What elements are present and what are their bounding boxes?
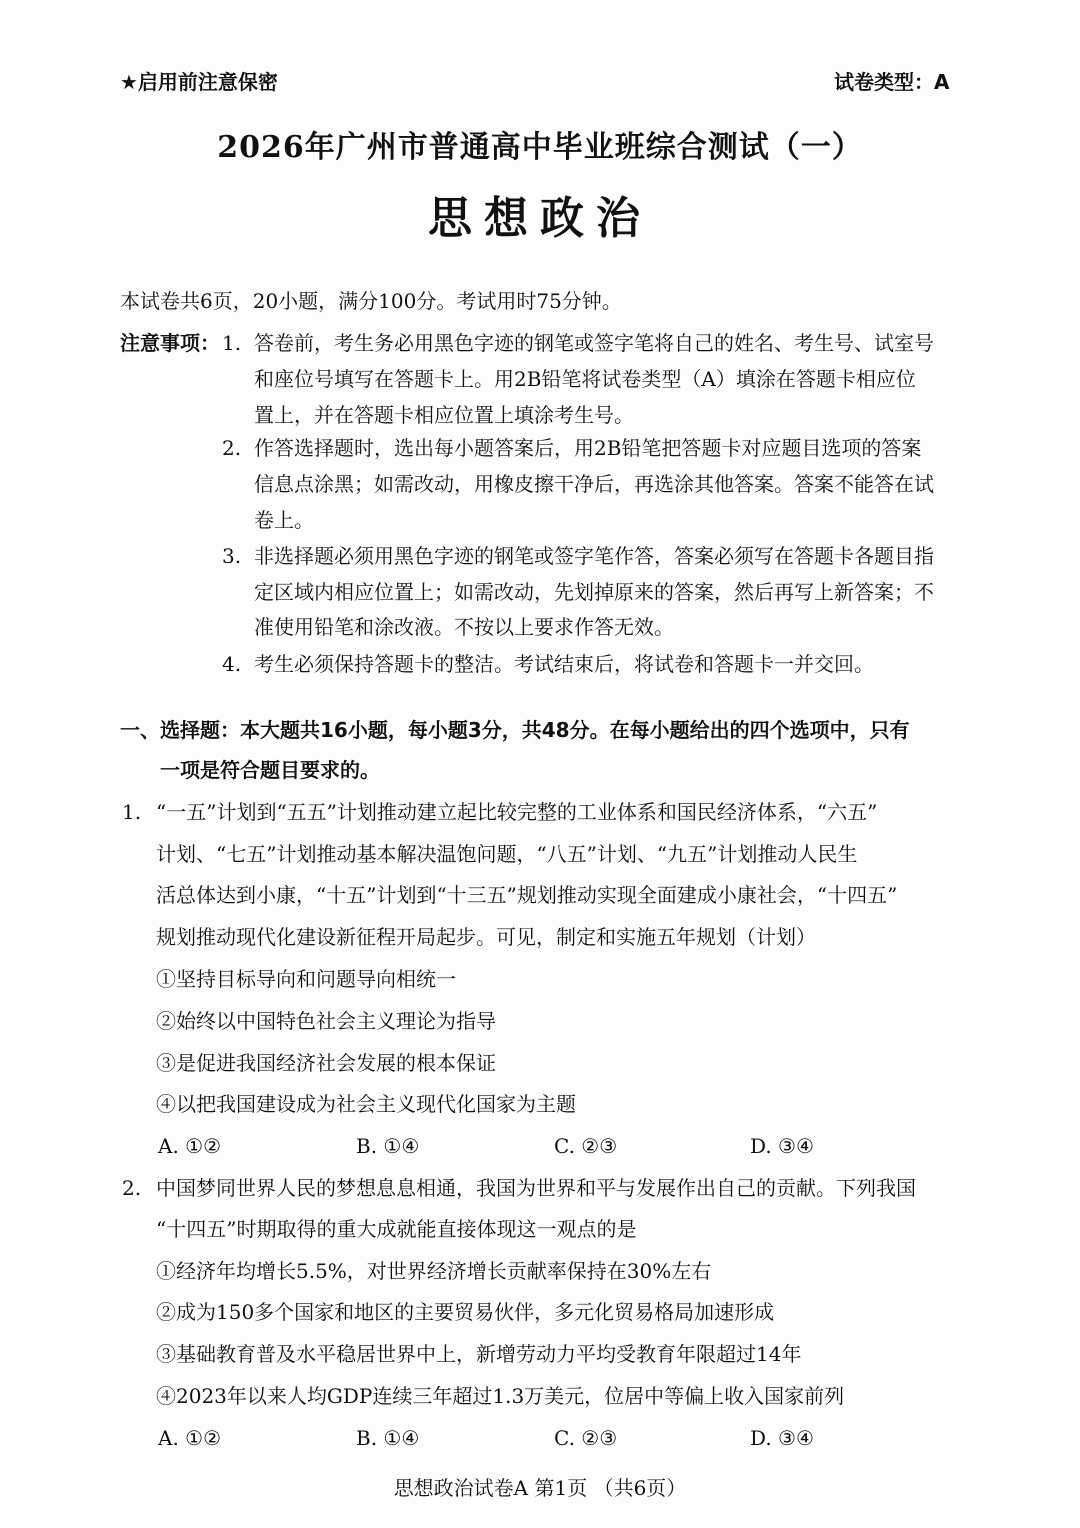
statement: ③基础教育普及水平稳居世界中上，新增劳动力平均受教育年限超过14年 [156,1342,802,1366]
option-a: A. ①② [158,1426,222,1450]
notice-label: 注意事项： [120,331,220,355]
notice-item-line: 和座位号填写在答题卡上。用2B铅笔将试卷类型（A）填涂在答题卡相应位 [254,367,916,391]
notice-item-line: 信息点涂黑；如需改动，用橡皮擦干净后，再选涂其他答案。答案不能答在试 [254,472,934,496]
statement: ①坚持目标导向和问题导向相统一 [156,967,456,991]
paper-type-label: 试卷类型：A [834,70,950,94]
question-number: 1. [122,800,142,824]
notice-item-line: 准使用铅笔和涂改液。不按以上要求作答无效。 [254,615,674,639]
notice-item-line: 作答选择题时，选出每小题答案后，用2B铅笔把答题卡对应题目选项的答案 [254,436,922,460]
notice-item-line: 卷上。 [254,508,314,532]
option-c: C. ②③ [554,1134,618,1158]
question-stem-line: 中国梦同世界人民的梦想息息相通，我国为世界和平与发展作出自己的贡献。下列我国 [156,1176,916,1200]
option-a: A. ①② [158,1134,222,1158]
option-b: B. ①④ [356,1426,420,1450]
notice-item-line: 置上，并在答题卡相应位置上填涂考生号。 [254,403,634,427]
statement: ②始终以中国特色社会主义理论为指导 [156,1009,496,1033]
confidential-label: ★启用前注意保密 [120,70,278,94]
statement: ②成为150多个国家和地区的主要贸易伙伴，多元化贸易格局加速形成 [156,1300,775,1324]
notice-item-number: 3. [222,544,242,568]
statement: ④以把我国建设成为社会主义现代化国家为主题 [156,1092,576,1116]
intro-text: 本试卷共6页，20小题，满分100分。考试用时75分钟。 [120,289,622,313]
question-stem-line: 规划推动现代化建设新征程开局起步。可见，制定和实施五年规划（计划） [156,925,816,949]
statement: ④2023年以来人均GDP连续三年超过1.3万美元，位居中等偏上收入国家前列 [156,1384,845,1408]
option-d: D. ③④ [750,1426,814,1450]
notice-item-number: 4. [222,652,242,676]
section-heading-continued: 一项是符合题目要求的。 [160,758,380,782]
option-c: C. ②③ [554,1426,618,1450]
question-stem-line: “十四五”时期取得的重大成就能直接体现这一观点的是 [156,1217,637,1241]
statement: ③是促进我国经济社会发展的根本保证 [156,1051,496,1075]
page-footer: 思想政治试卷A 第1页 （共6页） [393,1476,687,1500]
subject-title: 思想政治 [428,193,652,244]
notice-item-line: 定区域内相应位置上；如需改动，先划掉原来的答案，然后再写上新答案；不 [254,580,934,604]
option-b: B. ①④ [356,1134,420,1158]
question-number: 2. [122,1176,142,1200]
notice-item-line: 非选择题必须用黑色字迹的钢笔或签字笔作答，答案必须写在答题卡各题目指 [254,544,934,568]
notice-item-line: 考生必须保持答题卡的整洁。考试结束后，将试卷和答题卡一并交回。 [254,652,874,676]
question-stem-line: “一五”计划到“五五”计划推动建立起比较完整的工业体系和国民经济体系，“六五” [156,800,878,824]
statement: ①经济年均增长5.5%，对世界经济增长贡献率保持在30%左右 [156,1259,712,1283]
notice-item-number: 1. [222,331,242,355]
section-heading: 一、选择题：本大题共16小题，每小题3分，共48分。在每小题给出的四个选项中，只有 [120,718,910,742]
question-stem-line: 计划、“七五”计划推动基本解决温饱问题，“八五”计划、“九五”计划推动人民生 [156,842,858,866]
question-stem-line: 活总体达到小康，“十五”计划到“十三五”规划推动实现全面建成小康社会，“十四五” [156,883,898,907]
option-d: D. ③④ [750,1134,814,1158]
notice-item-line: 答卷前，考生务必用黑色字迹的钢笔或签字笔将自己的姓名、考生号、试室号 [254,331,934,355]
exam-title: 2026年广州市普通高中毕业班综合测试（一） [217,130,863,165]
notice-item-number: 2. [222,436,242,460]
